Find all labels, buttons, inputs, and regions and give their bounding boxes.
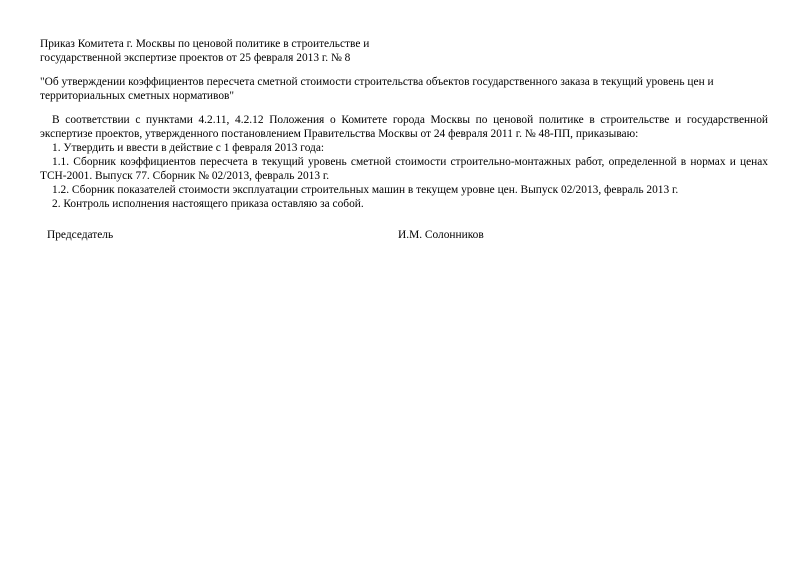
document-body (40, 113, 768, 211)
paragraph-preamble: В соответствии с пунктами 4.2.11, 4.2.12 Положения о Комитете города Москвы по ценовой политике в строительстве и государственной экспертизе проектов, утвержденного постановлением Правительства Москвы от 24 февраля 2011 г. № 48-ПП, приказываю: (40, 114, 768, 140)
subject-line-1: "Об утверждении коэффициентов пересчета сметной стоимости строительства объектов государственного заказа в текущий уровень цен и (40, 76, 714, 88)
paragraph-item-1-1: 1.1. Сборник коэффициентов пересчета в текущий уровень сметной стоимости строительно-монтажных работ, определенной в нормах и ценах ТСН-2001. Выпуск 77. Сборник № 02/2013, февраль 2013 г. (40, 156, 768, 182)
document-heading (40, 37, 768, 65)
paragraph-item-2: 2. Контроль исполнения настоящего приказа оставляю за собой. (52, 198, 364, 210)
paragraph-item-1-2: 1.2. Сборник показателей стоимости эксплуатации строительных машин в текущем уровне цен. Выпуск 02/2013, февраль 2013 г. (52, 184, 679, 196)
document-subject (40, 75, 768, 103)
subject-line-2: территориальных сметных нормативов" (40, 90, 235, 102)
signature-role: Председатель (47, 229, 114, 241)
signature-block (40, 228, 768, 242)
signature-name: И.М. Солонников (398, 229, 484, 241)
heading-line-2: государственной экспертизе проектов от 25 февраля 2013 г. № 8 (40, 52, 351, 64)
heading-line-1: Приказ Комитета г. Москвы по ценовой политике в строительстве и (40, 38, 370, 50)
document-page (40, 37, 768, 242)
paragraph-item-1: 1. Утвердить и ввести в действие с 1 февраля 2013 года: (52, 142, 325, 154)
